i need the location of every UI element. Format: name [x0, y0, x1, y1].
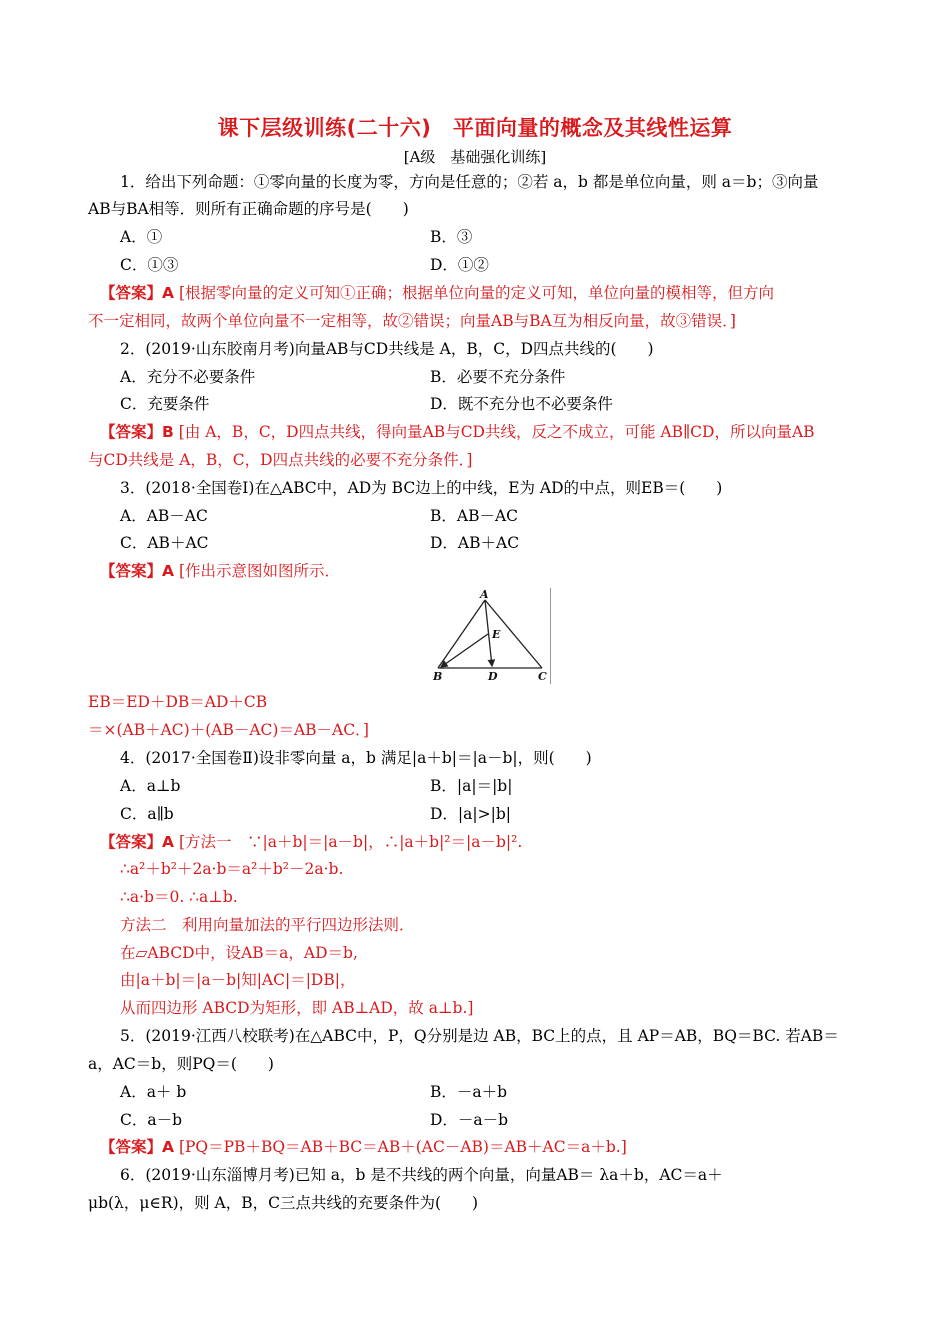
q5-stem-line1: 5．(2019·江西八校联考)在△ABC中，P，Q分别是边 AB，BC上的点，且 AP＝AB，BQ＝BC. 若AB＝ — [120, 1027, 839, 1045]
q4-answer-text: [方法一 ∵|a＋b|＝|a－b|，∴|a＋b|²＝|a－b|². — [178, 833, 523, 851]
q6-stem-line1: 6．(2019·山东淄博月考)已知 a，b 是不共线的两个向量，向量AB＝ λa＋b，AC＝a＋ — [120, 1166, 723, 1184]
section-subtitle: [A级 基础强化训练] — [403, 148, 547, 166]
q1-answer-line1 — [100, 283, 774, 303]
q3-solution-line2: ＝×(AB＋AC)＋(AB－AC)＝AB－AC．] — [88, 721, 369, 739]
label-e: E — [492, 628, 501, 641]
q3-option-c: C．AB＋AC — [120, 534, 209, 552]
label-c: C — [538, 670, 547, 683]
q4-option-a: A．a⊥b — [120, 777, 181, 795]
q3-answer-line1 — [100, 561, 340, 581]
q4-solution-line2: ∴a·b＝0. ∴a⊥b. — [120, 888, 238, 906]
q1-option-b: B．③ — [430, 228, 473, 246]
figure-border — [550, 588, 551, 684]
q3-stem-line1: 3．(2018·全国卷Ⅰ)在△ABC中，AD为 BC边上的中线，E为 AD的中点，则EB＝( ) — [120, 479, 723, 497]
q5-option-b: B．－a＋b — [430, 1083, 508, 1101]
q4-option-c: C．a∥b — [120, 805, 174, 823]
q3-option-a: A．AB－AC — [120, 507, 208, 525]
q4-option-b: B．|a|＝|b| — [430, 777, 513, 795]
side-ab — [438, 600, 485, 668]
q1-stem-line1: 1．给出下列命题：①零向量的长度为零，方向是任意的；②若 a，b 都是单位向量，则 a＝b；③向量 — [120, 173, 819, 191]
q4-solution-line4: 在▱ABCD中，设AB＝a，AD＝b, — [120, 944, 358, 962]
label-b: B — [433, 670, 443, 683]
q4-solution-line6: 从而四边形 ABCD为矩形，即 AB⊥AD，故 a⊥b.] — [120, 999, 474, 1017]
q5-answer-line1 — [100, 1137, 627, 1157]
answer-tag: 【答案】A — [100, 284, 174, 302]
q2-answer-line2: 与CD共线是 A，B，C，D四点共线的必要不充分条件．] — [88, 451, 473, 469]
q2-option-d: D．既不充分也不必要条件 — [430, 395, 613, 413]
q4-option-d: D．|a|>|b| — [430, 805, 511, 823]
q4-solution-line3: 方法二 利用向量加法的平行四边形法则． — [120, 916, 415, 934]
median-ad — [485, 600, 492, 666]
q2-stem-line1: 2．(2019·山东胶南月考)向量AB与CD共线是 A，B，C，D四点共线的( ) — [120, 340, 654, 358]
q4-stem-line1: 4．(2017·全国卷Ⅱ)设非零向量 a，b 满足|a＋b|＝|a－b|，则( ) — [120, 749, 592, 767]
q1-option-c: C．①③ — [120, 256, 179, 274]
vector-eb — [441, 634, 488, 667]
q3-answer-text: [作出示意图如图所示． — [178, 562, 340, 580]
q1-stem-line2: AB与BA相等．则所有正确命题的序号是( ) — [88, 200, 409, 218]
q2-answer-line1 — [100, 422, 815, 442]
q4-answer-line1 — [100, 832, 522, 852]
label-d: D — [488, 670, 498, 683]
answer-tag: 【答案】A — [100, 833, 174, 851]
q1-answer-line2: 不一定相同，故两个单位向量不一定相等，故②错误；向量AB与BA互为相反向量，故③错误．] — [88, 312, 736, 330]
q3-option-b: B．AB－AC — [430, 507, 519, 525]
answer-tag: 【答案】A — [100, 562, 174, 580]
page-title: 课下层级训练(二十六) 平面向量的概念及其线性运算 — [217, 116, 733, 140]
q5-option-c: C．a－b — [120, 1111, 183, 1129]
label-a: A — [480, 588, 489, 601]
q2-option-a: A．充分不必要条件 — [120, 368, 256, 386]
q6-stem-line2: μb(λ，μ∈R)，则 A，B，C三点共线的充要条件为( ) — [88, 1194, 479, 1212]
q5-answer-text: [PQ＝PB＋BQ＝AB＋BC＝AB＋(AC－AB)＝AB＋AC＝a＋b.] — [178, 1138, 627, 1156]
answer-tag: 【答案】B — [100, 423, 174, 441]
q2-option-b: B．必要不充分条件 — [430, 368, 566, 386]
q3-solution-line1: EB＝ED＋DB＝AD＋CB — [88, 693, 268, 711]
q1-answer-text: [根据零向量的定义可知①正确；根据单位向量的定义可知，单位向量的模相等，但方向 — [178, 284, 774, 302]
q4-solution-line5: 由|a＋b|＝|a－b|知|AC|＝|DB|， — [120, 971, 356, 989]
q5-option-d: D．－a－b — [430, 1111, 509, 1129]
q2-option-c: C．充要条件 — [120, 395, 210, 413]
q1-option-a: A．① — [120, 228, 163, 246]
q3-option-d: D．AB＋AC — [430, 534, 520, 552]
triangle-figure — [425, 588, 551, 684]
q1-option-d: D．①② — [430, 256, 489, 274]
q5-option-a: A．a＋ b — [120, 1083, 187, 1101]
q4-solution-line1: ∴a²＋b²＋2a·b＝a²＋b²－2a·b. — [120, 860, 344, 878]
answer-tag: 【答案】A — [100, 1138, 174, 1156]
q5-stem-line2: a，AC＝b，则PQ＝( ) — [88, 1055, 274, 1073]
q2-answer-text: [由 A，B，C，D四点共线，得向量AB与CD共线，反之不成立，可能 AB∥CD，所以向量AB — [178, 423, 815, 441]
